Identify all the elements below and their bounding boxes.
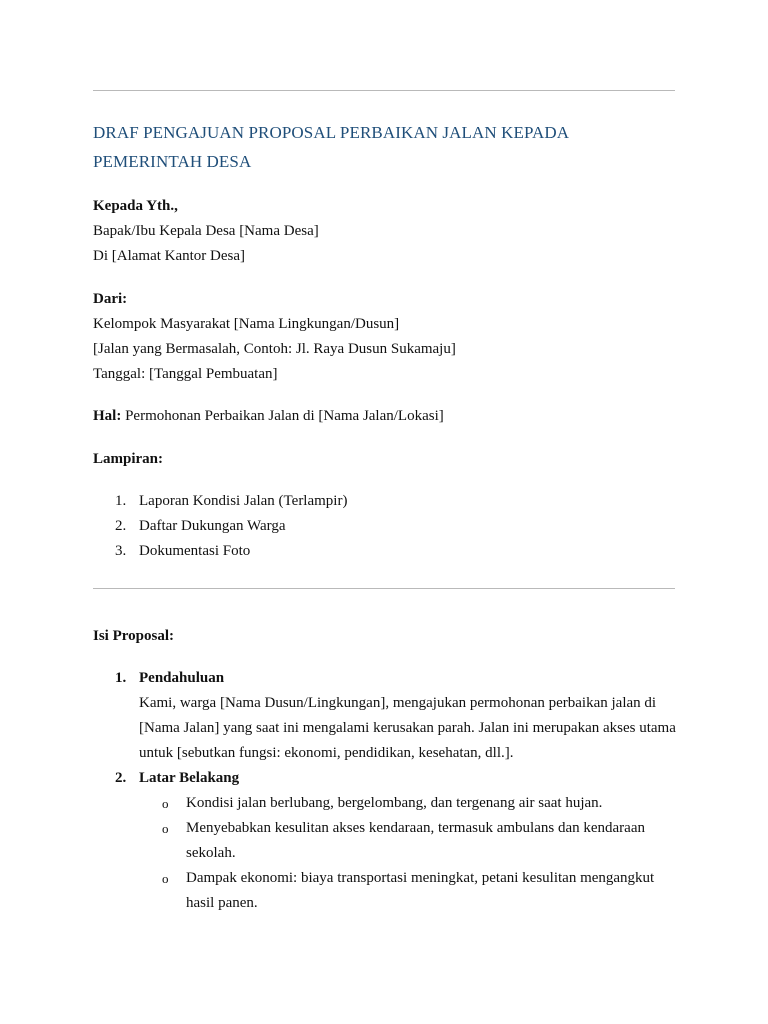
attachments-heading: Lampiran: xyxy=(93,451,164,467)
sender-block xyxy=(93,287,683,387)
list-number: 2. xyxy=(115,518,127,534)
section-title-pendahuluan xyxy=(93,666,683,691)
list-item xyxy=(93,489,683,514)
list-item-text: Laporan Kondisi Jalan (Terlampir) xyxy=(139,493,348,509)
section-divider xyxy=(93,588,675,589)
sender-heading: Dari: xyxy=(93,291,128,307)
list-number: 3. xyxy=(115,543,127,559)
recipient-heading: Kepada Yth., xyxy=(93,198,178,214)
bullet-text: Kondisi jalan berlubang, bergelombang, dan tergenang air saat hujan. xyxy=(186,795,603,811)
recipient-address: Di [Alamat Kantor Desa] xyxy=(93,248,246,264)
circle-bullet-icon: o xyxy=(162,796,169,811)
list-item xyxy=(93,514,683,539)
bullet-item xyxy=(93,816,683,866)
circle-bullet-icon: o xyxy=(162,871,169,886)
list-item-text: Dokumentasi Foto xyxy=(139,543,251,559)
subject-label: Hal: xyxy=(93,408,122,424)
circle-bullet-icon: o xyxy=(162,821,169,836)
subject-line xyxy=(93,404,683,429)
recipient-line: Bapak/Ibu Kepala Desa [Nama Desa] xyxy=(93,223,319,239)
bullet-item xyxy=(93,866,683,916)
sender-road: [Jalan yang Bermasalah, Contoh: Jl. Raya Dusun Sukamaju] xyxy=(93,341,456,357)
section-title: Pendahuluan xyxy=(139,670,225,686)
list-number: 1. xyxy=(115,493,127,509)
bullet-text: Menyebabkan kesulitan akses kendaraan, termasuk ambulans dan kendaraan sekolah. xyxy=(186,820,645,861)
section-paragraph: Kami, warga [Nama Dusun/Lingkungan], mengajukan permohonan perbaikan jalan di [Nama Jalan] yang saat ini mengalami kerusakan parah. Jalan ini merupakan akses utama untuk [sebutkan fungsi: ekonomi, pendidikan, kesehatan, dll.]. xyxy=(139,695,676,761)
proposal-sections xyxy=(93,666,683,916)
list-item xyxy=(93,539,683,564)
section-number: 1. xyxy=(115,670,127,686)
proposal-heading: Isi Proposal: xyxy=(93,628,174,644)
top-divider xyxy=(93,90,675,91)
bullet-text: Dampak ekonomi: biaya transportasi meningkat, petani kesulitan mengangkut hasil panen. xyxy=(186,870,655,911)
sender-group: Kelompok Masyarakat [Nama Lingkungan/Dusun] xyxy=(93,316,400,332)
sender-date: Tanggal: [Tanggal Pembuatan] xyxy=(93,366,278,382)
bullet-item xyxy=(93,791,683,816)
recipient-block xyxy=(93,194,683,269)
list-item-text: Daftar Dukungan Warga xyxy=(139,518,286,534)
section-number: 2. xyxy=(115,770,127,786)
subject-text: Permohonan Perbaikan Jalan di [Nama Jalan/Lokasi] xyxy=(121,408,444,424)
section-title: Latar Belakang xyxy=(139,770,240,786)
section-title-latar-belakang xyxy=(93,766,683,791)
attachments-list xyxy=(93,489,683,564)
document-title: DRAF PENGAJUAN PROPOSAL PERBAIKAN JALAN KEPADA PEMERINTAH DESA xyxy=(93,123,569,171)
